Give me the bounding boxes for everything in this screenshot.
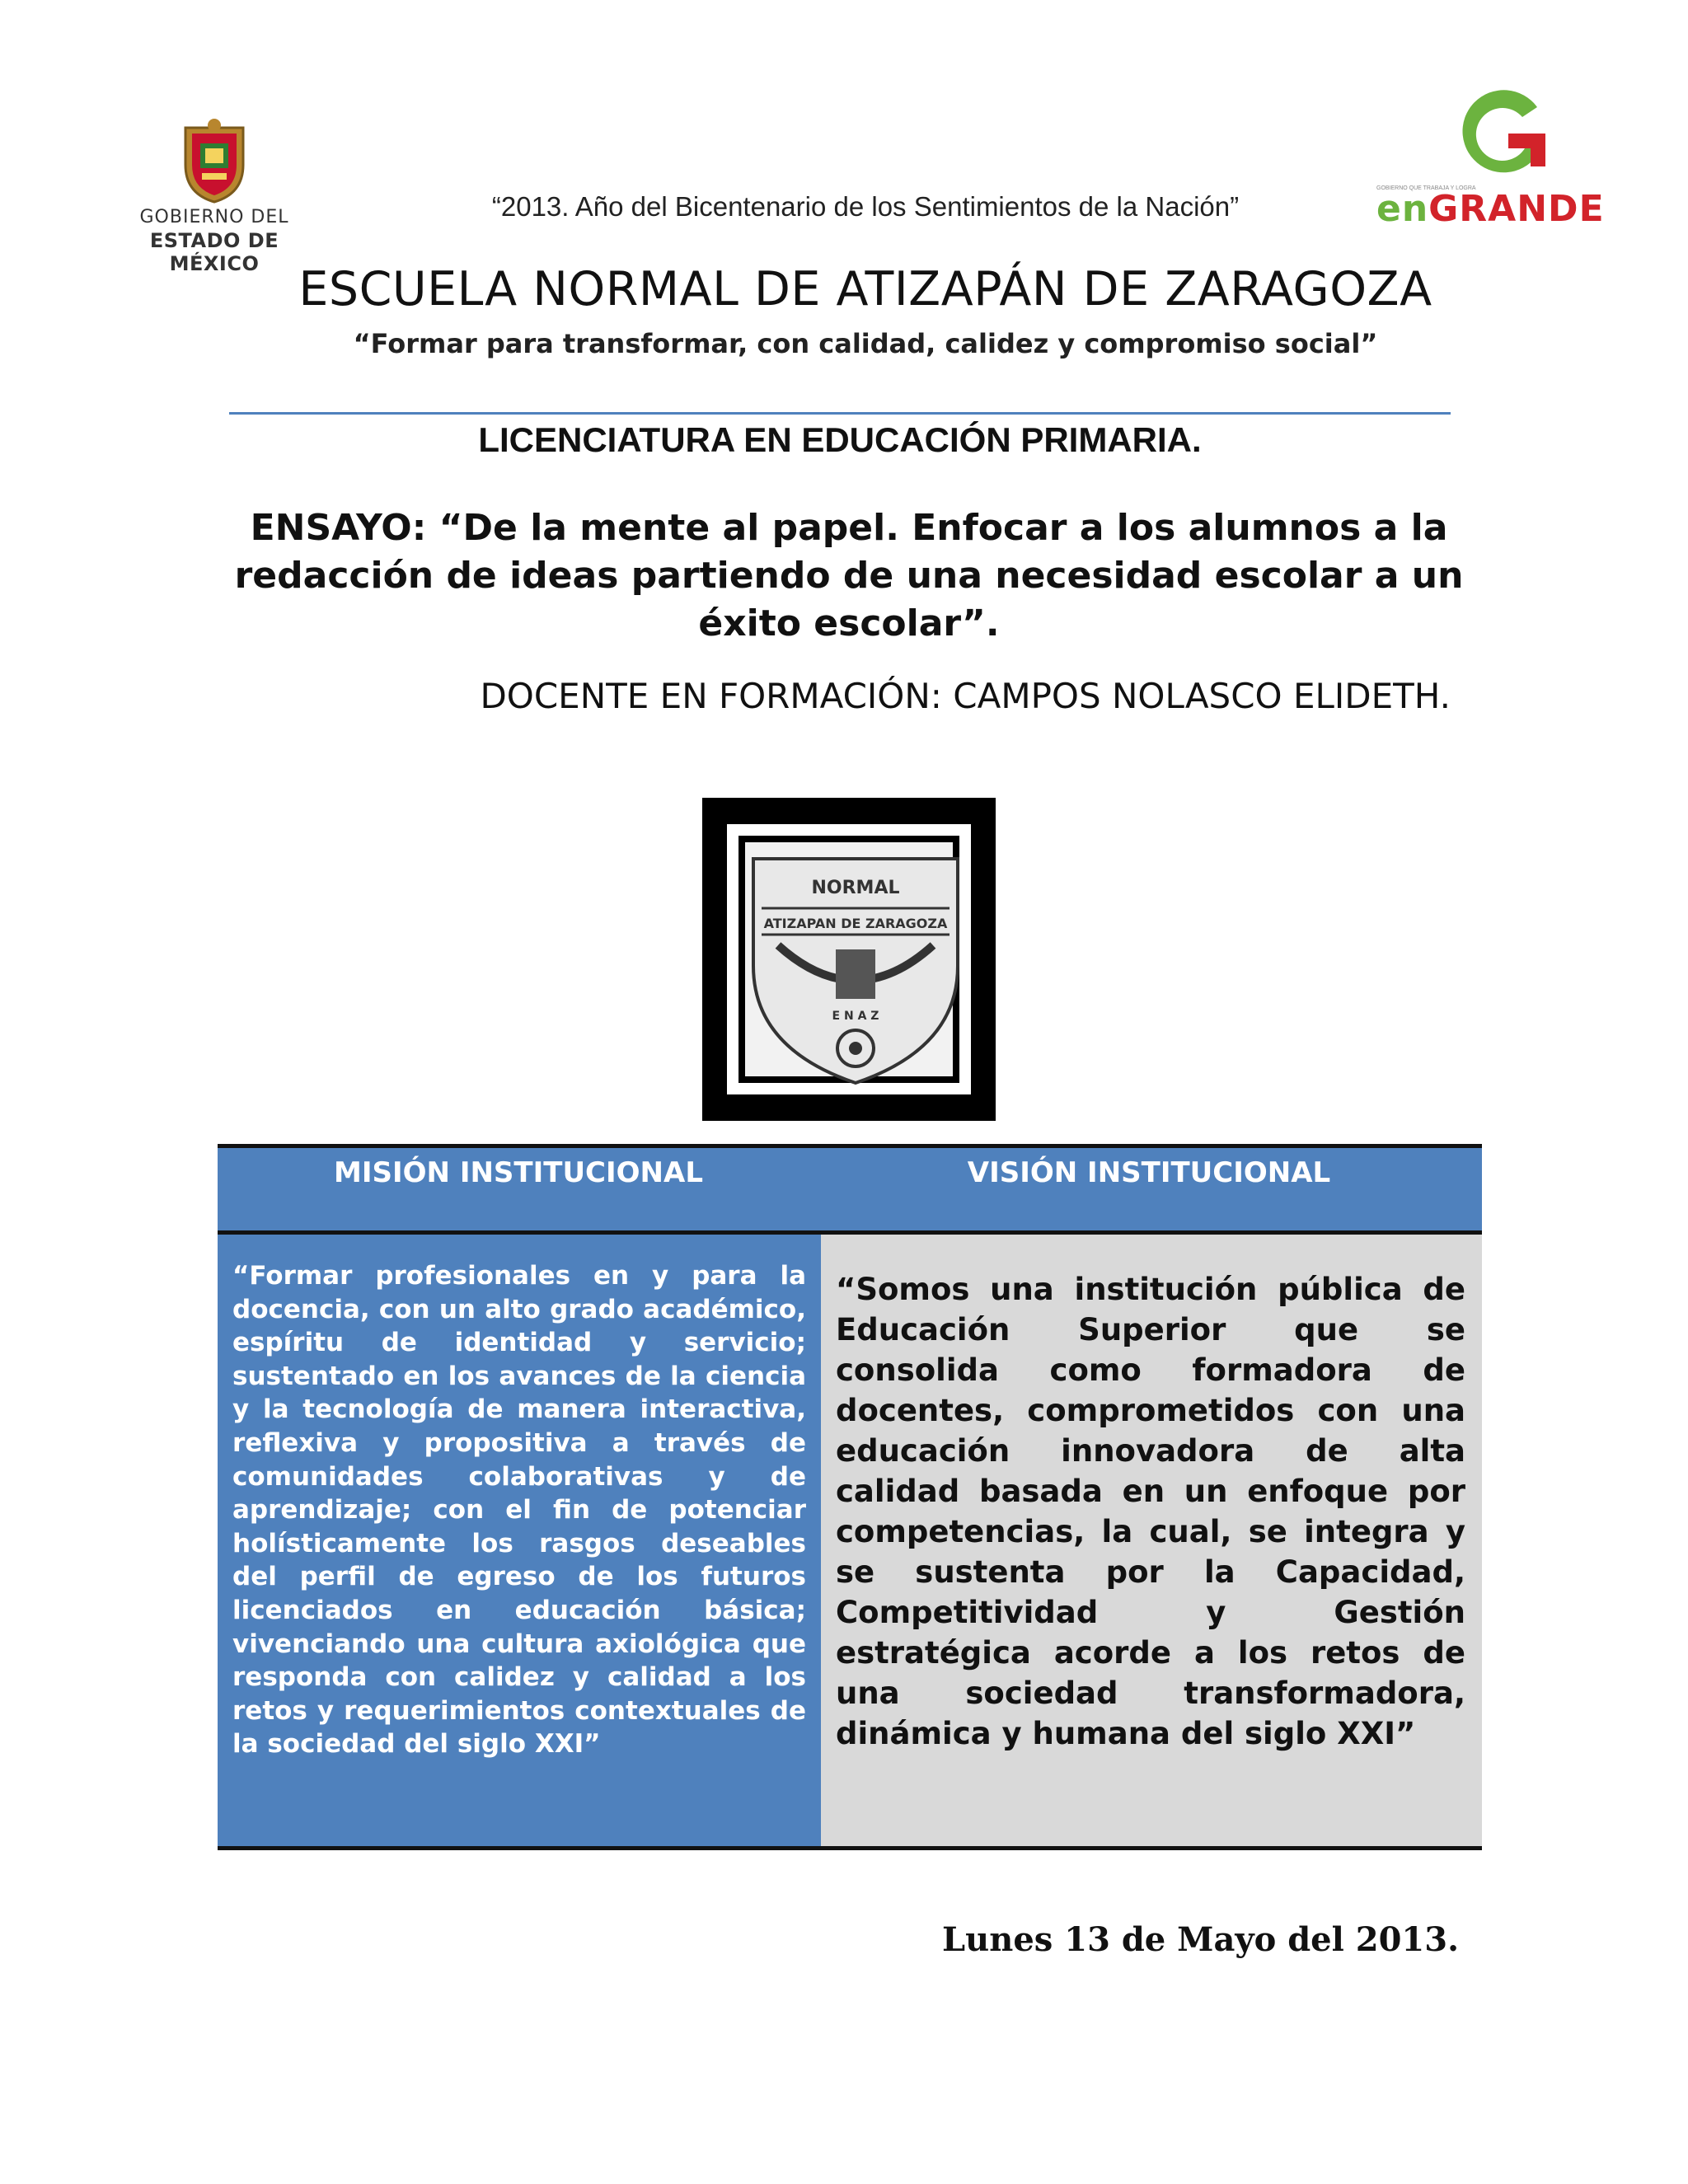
seal-text-mid: ATIZAPAN DE ZARAGOZA <box>763 916 948 931</box>
g-logo-icon <box>1447 82 1562 181</box>
seal-frame-black <box>738 836 959 1083</box>
school-motto: “Formar para transformar, con calidad, calidez y compromiso social” <box>353 328 1378 359</box>
essay-line-1: ENSAYO: “De la mente al papel. Enfocar a los alumnos a la <box>250 507 1448 549</box>
mission-vision-table <box>218 1144 1482 1853</box>
school-seal-icon <box>745 842 966 1090</box>
vision-header: VISIÓN INSTITUCIONAL <box>967 1156 1331 1189</box>
essay-title <box>231 504 1467 648</box>
essay-line-3: éxito escolar”. <box>698 602 1000 644</box>
school-seal <box>702 798 996 1121</box>
school-name: ESCUELA NORMAL DE ATIZAPÁN DE ZARAGOZA <box>298 262 1432 316</box>
engrande-tagline: GOBIERNO QUE TRABAJA Y LOGRA <box>1376 185 1476 191</box>
teacher-name: DOCENTE EN FORMACIÓN: CAMPOS NOLASCO ELIDETH. <box>480 676 1451 716</box>
year-motto: “2013. Año del Bicentenario de los Sentimientos de la Nación” <box>491 191 1240 222</box>
engrande-en: en <box>1376 188 1429 230</box>
seal-text-top: NORMAL <box>811 878 900 898</box>
gobierno-line1: GOBIERNO DEL <box>139 207 289 227</box>
engrande-logo <box>1368 82 1605 231</box>
seal-field <box>745 842 953 1076</box>
essay-line-2: redacción de ideas partiendo de una necesidad escolar a un <box>234 555 1464 597</box>
mission-cell <box>218 1235 821 1846</box>
header-divider <box>229 412 1451 415</box>
mission-header: MISIÓN INSTITUCIONAL <box>334 1156 703 1189</box>
vision-cell <box>821 1235 1482 1846</box>
engrande-word <box>1376 188 1605 230</box>
gobierno-line2: ESTADO DE MÉXICO <box>149 229 279 275</box>
program-title: LICENCIATURA EN EDUCACIÓN PRIMARIA. <box>478 420 1202 459</box>
mission-text: “Formar profesionales en y para la docencia, con un alto grado académico, espíritu de identidad y servicio; sustentado en los avances de la ciencia y la tecnología de manera interactiva, reflexiva y propositiva a través de comunidades colaborativas y de aprendizaje; con el fin de potenciar holísticamente los rasgos deseables del perfil de egreso de los futuros licenciados en educación básica; vivenciando una cultura axiológica que responda con calidez y calidad a los retos y requerimientos contextuales de la sociedad del siglo XXI” <box>232 1261 806 1760</box>
coat-of-arms-icon <box>169 115 260 206</box>
table-bottom-rule <box>218 1846 1482 1850</box>
vision-text: “Somos una institución pública de Educación Superior que se consolida como formadora de docentes, comprometidos con una educación innovadora de alta calidad basada en un enfoque por competencias, la cual, se integra y se sustenta por la Capacidad, Competitividad y Gestión estratégica acorde a los retos de una sociedad transformadora, dinámica y humana del siglo XXI” <box>836 1272 1465 1751</box>
seal-frame-white <box>727 824 971 1094</box>
engrande-grande: GRANDE <box>1428 188 1605 230</box>
seal-text-low: E N A Z <box>832 1010 879 1023</box>
table-header-row <box>218 1148 1482 1230</box>
gobierno-estado-mexico-logo <box>115 115 313 275</box>
document-date: Lunes 13 de Mayo del 2013. <box>942 1920 1459 1959</box>
